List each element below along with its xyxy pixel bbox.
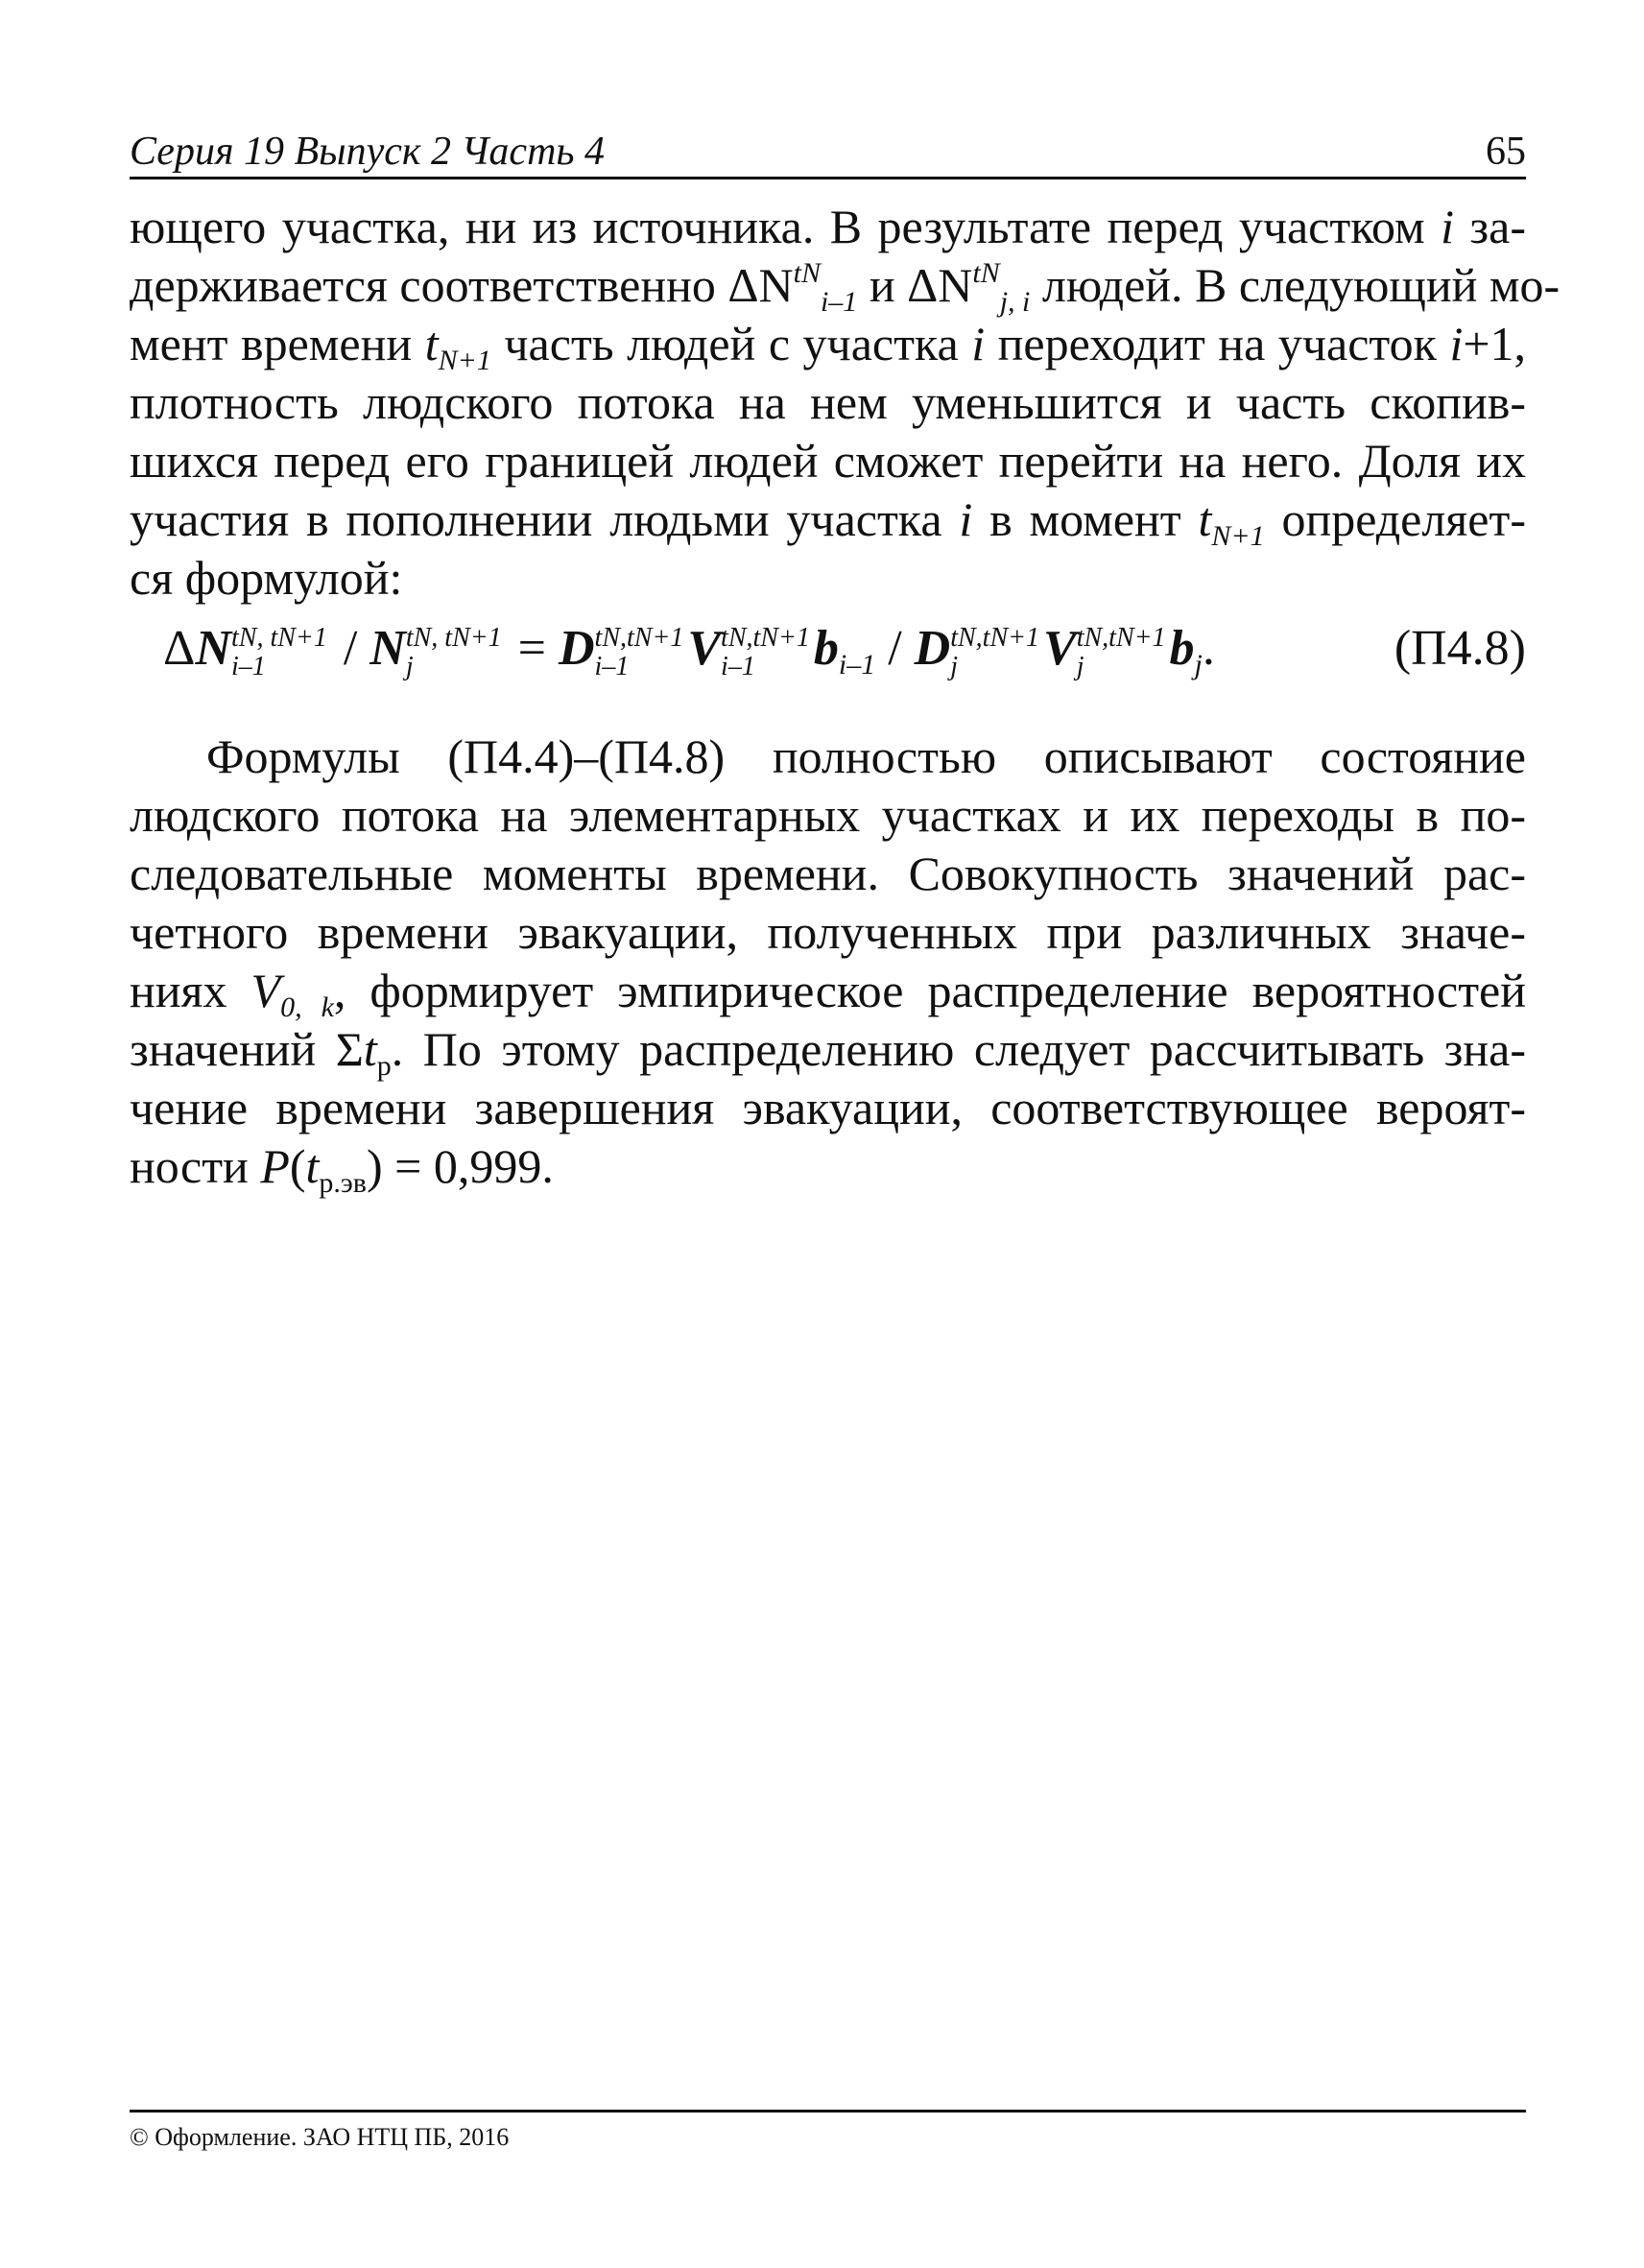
para1-line-7: ся формулой: — [130, 551, 403, 605]
para2-line-2: людского потока на элементарных участках и их переходы в по- — [130, 788, 1526, 842]
footer-copyright: © Оформление. ЗАО НТЦ ПБ, 2016 — [130, 2123, 510, 2151]
para2-line-6: значений $\Sigma t_р$. По этому распределению следует рассчитывать зна- — [130, 1022, 1527, 1082]
para2-line-8: ности $P(t_{р.эв}) = 0,999$. — [130, 1139, 554, 1199]
running-title: Серия 19 Выпуск 2 Часть 4 — [130, 130, 606, 174]
para2-line-3: следовательные моменты времени. Совокупность значений рас- — [130, 847, 1526, 900]
para2-line-5: ниях $V_{0, k}$, формирует эмпирическое распределение вероятностей — [130, 964, 1527, 1023]
para1-line-4: плотность людского потока на нем уменьшится и часть скопив- — [130, 375, 1526, 429]
para2-line-7: чение времени завершения эвакуации, соответствующее вероят- — [130, 1081, 1526, 1134]
para2-line-4: четного времени эвакуации, полученных при различных значе- — [130, 905, 1526, 959]
footer-divider — [130, 2110, 1526, 2113]
formula-p4-8 — [163, 614, 1526, 691]
paragraph-1 — [130, 198, 1561, 608]
formula-expression: ΔN tN, tN+1 i–1 / N tN, tN+1 j = D tN,tN+1 i–1 V tN,tN+1 i–1 $b_{i-1}$ / D tN,tN+1 j V tN,tN+1 j $b_j$. — [163, 621, 1215, 682]
paragraph-2 — [130, 728, 1527, 1199]
page-header — [130, 123, 1526, 179]
para1-line-1: ющего участка, ни из источника. В результате перед участком i за- — [130, 200, 1527, 253]
para1-line-3: мент времени $t_{N+1}$ часть людей с участка i переходит на участок i+1, — [130, 317, 1527, 376]
para2-line-1: Формулы (П4.4)–(П4.8) полностью описывают состояние — [206, 729, 1526, 783]
para1-line-2: держивается соответственно $\Delta N^{tN}_{i-1}$ и $\Delta N^{tN}_{j, i}$ людей. В следующий мо- — [130, 257, 1561, 318]
formula-number: (П4.8) — [1394, 621, 1526, 676]
page-number: 65 — [1486, 130, 1526, 174]
para1-line-5: шихся перед его границей людей сможет перейти на него. Доля их — [130, 434, 1526, 488]
para1-line-6: участия в пополнении людьми участка i в момент $t_{N+1}$ определяет- — [130, 492, 1527, 552]
